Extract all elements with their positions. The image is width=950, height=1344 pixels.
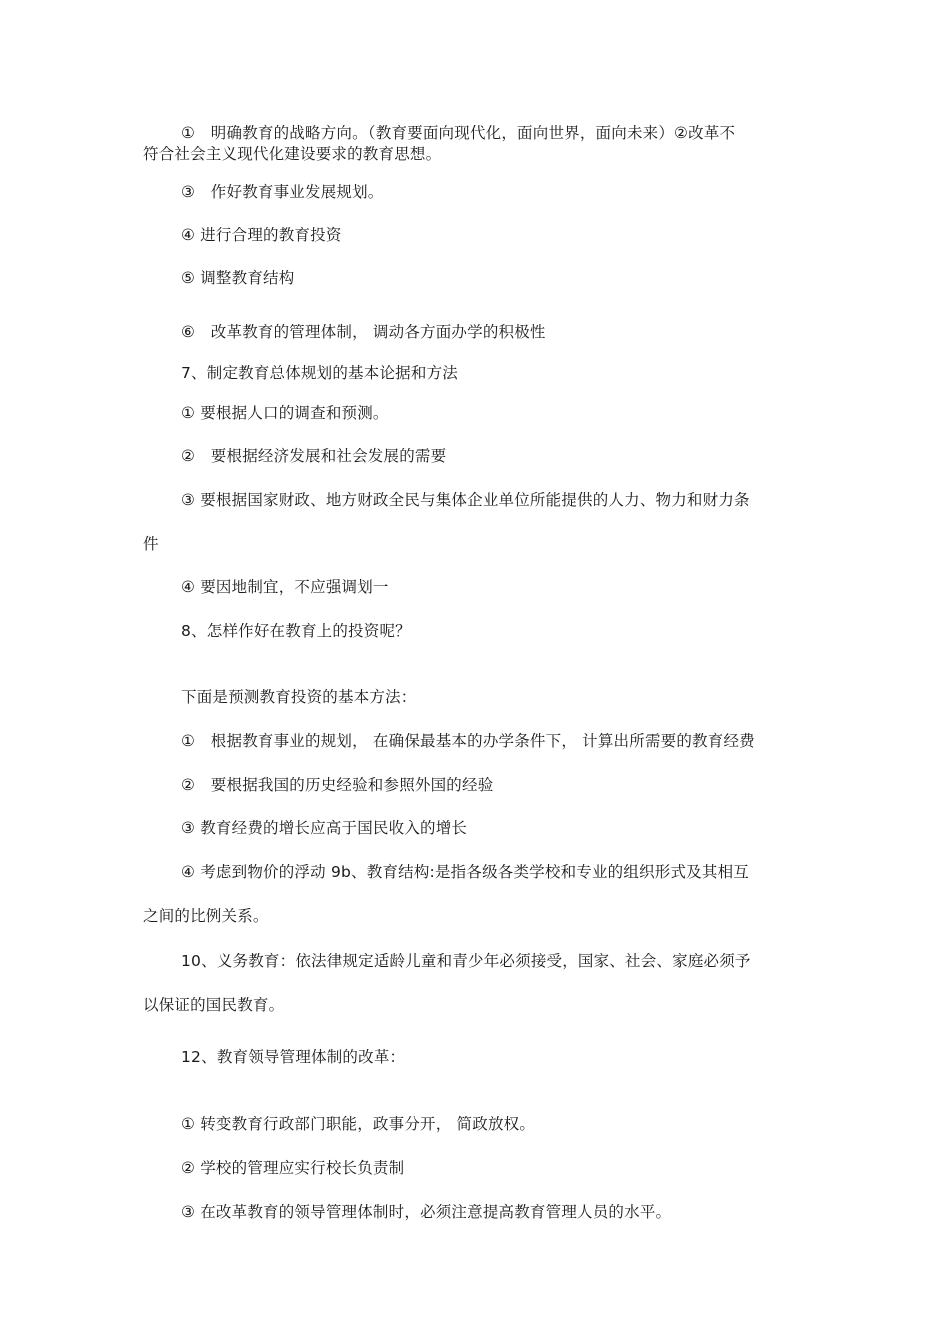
text-line: ④ 进行合理的教育投资	[181, 226, 342, 244]
section-heading: 7、制定教育总体规划的基本论据和方法	[181, 364, 458, 382]
text-line: ① 要根据人口的调查和预测。	[181, 404, 389, 422]
text-line: 下面是预测教育投资的基本方法：	[181, 688, 417, 706]
text-line: ① 根据教育事业的规划， 在确保最基本的办学条件下， 计算出所需要的教育经费	[181, 732, 755, 750]
section-heading: 10、义务教育：依法律规定适龄儿童和青少年必须接受，国家、社会、家庭必须予	[181, 952, 751, 970]
text-line: 符合社会主义现代化建设要求的教育思想。	[143, 145, 442, 163]
text-line: ① 明确教育的战略方向。（教育要面向现代化，面向世界，面向未来）②改革不	[181, 124, 736, 142]
text-line: ③ 教育经费的增长应高于国民收入的增长	[181, 819, 468, 837]
text-line: ⑤ 调整教育结构	[181, 269, 295, 287]
section-heading: 12、教育领导管理体制的改革：	[181, 1048, 406, 1066]
text-line: ④ 要因地制宜，不应强调划一	[181, 578, 389, 596]
text-line: 件	[143, 535, 159, 553]
text-line: ③ 作好教育事业发展规划。	[181, 183, 384, 201]
text-line: ② 要根据经济发展和社会发展的需要	[181, 447, 447, 465]
section-heading: 8、怎样作好在教育上的投资呢？	[181, 622, 411, 640]
text-line: ④ 考虑到物价的浮动 9b、教育结构:是指各级各类学校和专业的组织形式及其相互	[181, 863, 749, 881]
text-line: ② 学校的管理应实行校长负责制	[181, 1159, 405, 1177]
text-line: ⑥ 改革教育的管理体制， 调动各方面办学的积极性	[181, 323, 546, 341]
text-line: ① 转变教育行政部门职能，政事分开， 简政放权。	[181, 1115, 536, 1133]
text-line: ③ 要根据国家财政、地方财政全民与集体企业单位所能提供的人力、物力和财力条	[181, 491, 750, 509]
text-line: ② 要根据我国的历史经验和参照外国的经验	[181, 776, 494, 794]
text-line: 之间的比例关系。	[143, 907, 269, 925]
text-line: 以保证的国民教育。	[143, 996, 285, 1014]
text-line: ③ 在改革教育的领导管理体制时，必须注意提高教育管理人员的水平。	[181, 1203, 672, 1221]
